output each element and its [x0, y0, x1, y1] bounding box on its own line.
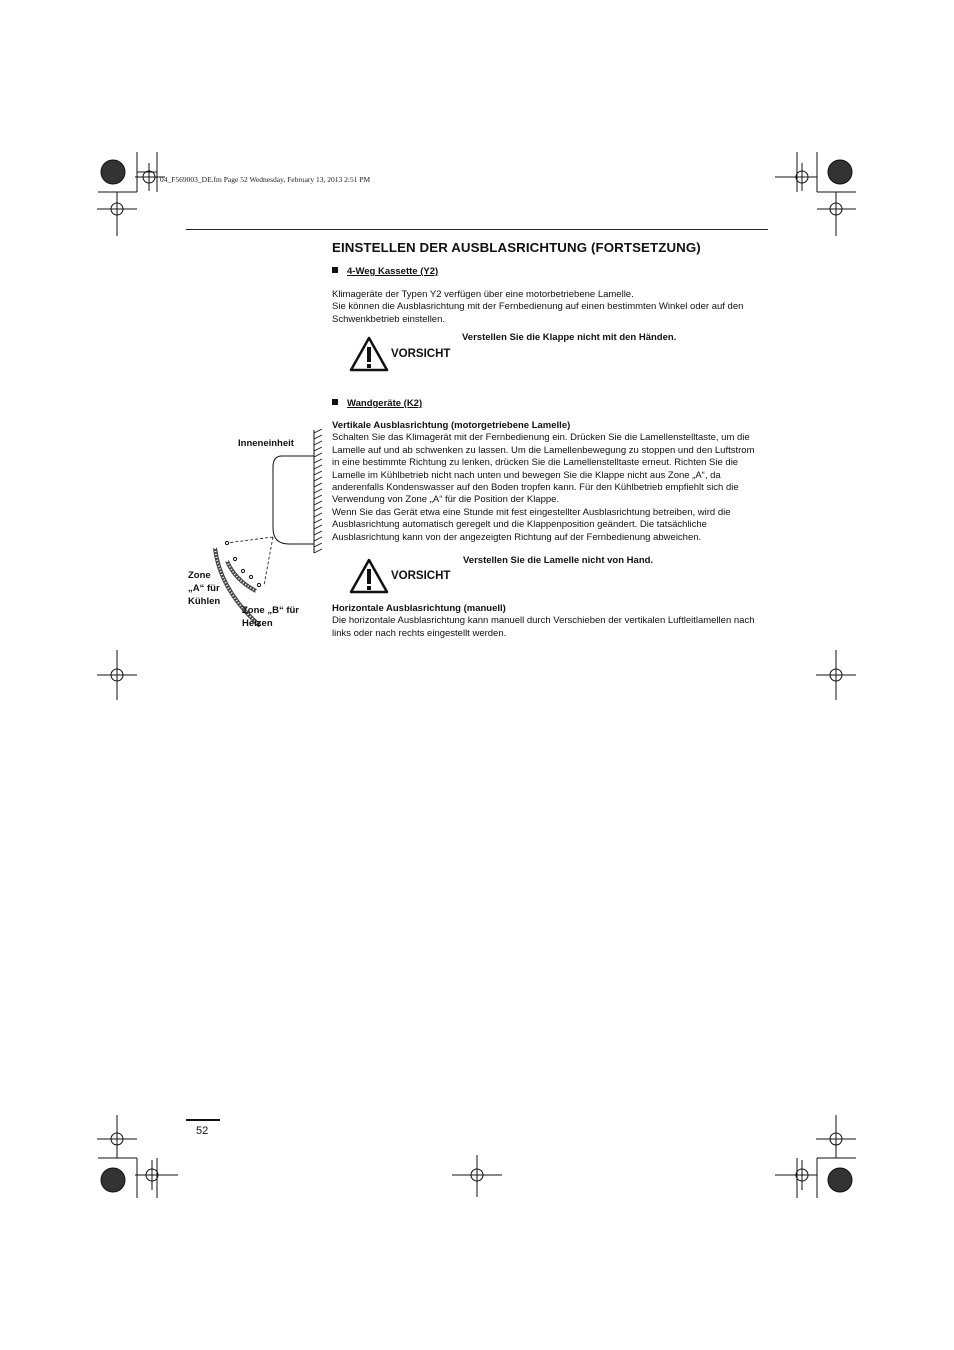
- page-number: 52: [196, 1125, 209, 1137]
- zone-b-label: [242, 604, 299, 630]
- bullet-square-icon: [332, 399, 338, 405]
- caution-label-wall: VORSICHT: [391, 570, 451, 582]
- bullet-cassette: [332, 266, 438, 277]
- zone-a-line3: Kühlen: [188, 596, 221, 607]
- cassette-paragraph: [332, 289, 762, 326]
- bullet-square-icon: [332, 267, 338, 273]
- cassette-para-2: Sie können die Ausblasrichtung mit der Fernbedienung auf einen bestimmten Winkel oder auf den Schwenkbetrieb einstellen.: [332, 301, 744, 325]
- vertical-para-1: Schalten Sie das Klimagerät mit der Fernbedienung ein. Drücken Sie die Lamellenstelltaste, um die Lamelle auf und ab schwenken zu lassen. Um die Lamellenbewegung zu stoppen und den Luftstrom in eine bestimmte Richtung zu lenken, drücken Sie die Lamellenstelltaste erneut. Richten Sie die Lamelle im Kühlbetrieb nicht nach unten und bewegen Sie die Klappe nicht aus Zone „A“, da anderenfalls Kondenswasser auf den Boden tropfen kann. Für den Kühlbetrieb empfiehlt sich die Verwendung von Zone „A“ für die Position der Klappe.: [332, 432, 755, 506]
- zone-b-line2: Heizen: [242, 618, 273, 629]
- cassette-para-1: Klimageräte der Typen Y2 verfügen über eine motorbetriebene Lamelle.: [332, 289, 634, 300]
- bullet-wall: [332, 398, 422, 409]
- zone-a-label: [188, 569, 220, 608]
- horizontal-title: Horizontale Ausblasrichtung (manuell): [332, 603, 506, 614]
- zone-a-line1: Zone: [188, 570, 211, 581]
- top-rule: [186, 229, 768, 230]
- caution-text-wall: Verstellen Sie die Lamelle nicht von Hand.: [463, 555, 654, 566]
- vertical-para-2: Wenn Sie das Gerät etwa eine Stunde mit fest eingestellter Ausblasrichtung betreiben, wird die Ausblasrichtung automatisch geregelt und die Klappenposition geändert. Die tatsächliche Ausblasrichtung kann von der angezeigten Richtung auf der Fernbedienung abweichen.: [332, 506, 731, 543]
- file-info: 04_F569003_DE.fm Page 52 Wednesday, February 13, 2013 2:51 PM: [160, 175, 371, 184]
- horizontal-paragraph: [332, 603, 762, 640]
- caution-label-cassette: VORSICHT: [391, 348, 451, 360]
- bullet-wall-title: Wandgeräte (K2): [347, 398, 423, 409]
- wall-paragraph: [332, 420, 762, 544]
- bullet-cassette-title: 4-Weg Kassette (Y2): [347, 266, 439, 277]
- caution-text-cassette: Verstellen Sie die Klappe nicht mit den Händen.: [462, 332, 677, 343]
- zone-a-line2: „A“ für: [188, 583, 220, 594]
- indoor-unit-label: Inneneinheit: [238, 438, 294, 449]
- zone-b-line1: Zone „B“ für: [242, 605, 299, 616]
- horizontal-para-1: Die horizontale Ausblasrichtung kann manuell durch Verschieben der vertikalen Luftleitlamellen nach links oder nach rechts eingestellt werden.: [332, 615, 755, 639]
- section-heading: EINSTELLEN DER AUSBLASRICHTUNG (FORTSETZUNG): [332, 240, 701, 255]
- warning-triangle-icon: [349, 558, 389, 594]
- vertical-title: Vertikale Ausblasrichtung (motorgetriebene Lamelle): [332, 420, 571, 431]
- warning-triangle-icon: [349, 336, 389, 372]
- footer-rule: [186, 1119, 220, 1121]
